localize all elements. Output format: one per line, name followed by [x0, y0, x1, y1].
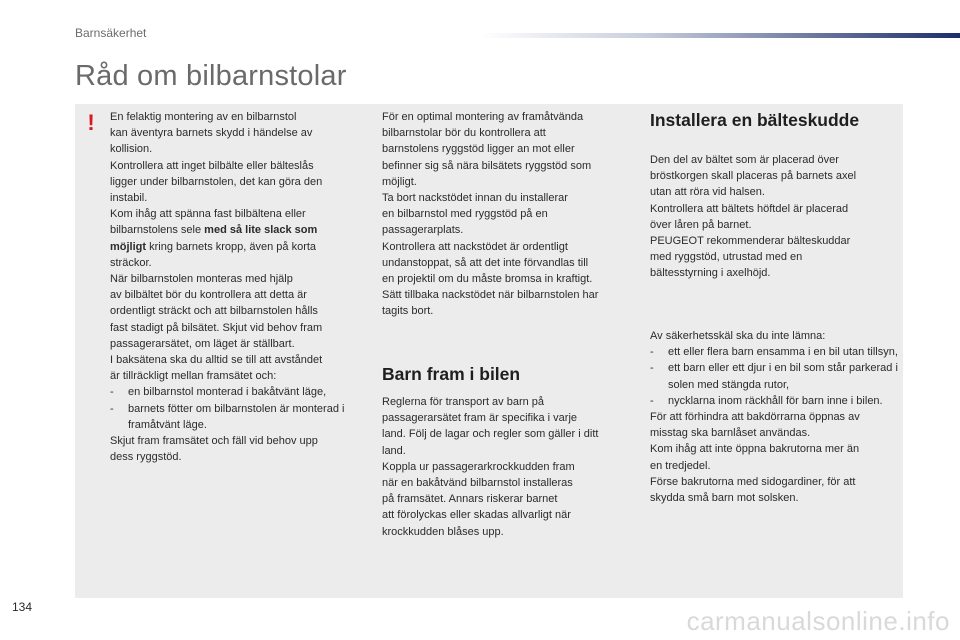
text-line: passagerarsätet fram är specifika i varje — [382, 412, 578, 425]
list-item — [650, 393, 900, 409]
text-line: dess ryggstöd. — [110, 451, 182, 464]
text-line: För att förhindra att bakdörrarna öppnas av — [650, 411, 860, 424]
list-item-text: ett barn eller ett djur i en bil som står parkerad i solen med stängda rutor, — [668, 362, 898, 391]
text-line: Kontrollera att inget bilbälte eller bälteslås — [110, 159, 314, 172]
warning-text-column — [110, 109, 358, 465]
text-line: med ryggstöd, utrustad med en — [650, 251, 803, 264]
text-line: sträckor. — [110, 256, 152, 269]
list-item — [110, 384, 358, 400]
front-seat-heading: Barn fram i bilen — [382, 364, 521, 384]
list-item — [650, 344, 900, 360]
dash-bullet: - — [110, 402, 114, 415]
list-item-text: ett eller flera barn ensamma i en bil utan tillsyn, — [668, 346, 898, 359]
text-line: När bilbarnstolen monteras med hjälp — [110, 273, 293, 286]
list-item-text: en bilbarnstol monterad i bakåtvänt läge, — [128, 386, 327, 399]
safety-tail — [650, 409, 900, 506]
text-line: Kom ihåg att spänna fast bilbältena eller — [110, 208, 306, 221]
list-item — [650, 360, 900, 392]
text-line: bilbarnstolar bör du kontrollera att — [382, 127, 546, 140]
text-fragment: bilbarnstolens sele — [110, 224, 205, 237]
text-line: Ta bort nackstödet innan du installerar — [382, 192, 568, 205]
dash-bullet: - — [650, 346, 654, 359]
text-fragment: kring barnets kropp, även på korta — [146, 240, 317, 253]
text-line: kan äventyra barnets skydd i händelse av — [110, 127, 313, 140]
text-line: barnstolens ryggstöd ligger an mot eller — [382, 143, 575, 156]
headrest-lines — [382, 109, 632, 320]
text-line: en bilbarnstol med ryggstöd på en — [382, 208, 548, 221]
section-label: Barnsäkerhet — [75, 26, 147, 40]
text-line: att förolyckas eller skadas allvarligt när — [382, 509, 571, 522]
safety-intro: Av säkerhetsskäl ska du inte lämna: — [650, 330, 826, 342]
text-line: krockkudden blåses upp. — [382, 525, 504, 538]
text-line: möjligt. — [382, 175, 417, 188]
text-line — [110, 222, 358, 238]
front-seat-lines — [382, 394, 632, 540]
emphasis-text: med så lite slack som — [204, 224, 318, 237]
text-line: Kom ihåg att inte öppna bakrutorna mer än — [650, 443, 860, 456]
front-seat-section — [382, 362, 632, 540]
dash-bullet: - — [650, 394, 654, 407]
text-line — [110, 239, 358, 255]
text-line: en tredjedel. — [650, 459, 711, 472]
warning-bullets — [110, 384, 358, 433]
list-item — [110, 401, 358, 433]
list-item-text: nycklarna inom räckhåll för barn inne i bilen. — [668, 394, 883, 407]
page-number: 134 — [12, 600, 33, 614]
text-line: Reglerna för transport av barn på — [382, 396, 545, 408]
list-item-text: barnets fötter om bilbarnstolen är monterad i framåtvänt läge. — [128, 402, 345, 431]
text-line: instabil. — [110, 192, 148, 205]
text-line: är tillräckligt mellan framsätet och: — [110, 370, 277, 383]
text-line: Koppla ur passagerarkrockkudden fram — [382, 460, 575, 473]
text-line: ligger under bilbarnstolen, det kan göra den — [110, 175, 323, 188]
text-line: misstag ska barnlåset användas. — [650, 427, 811, 440]
text-line: kollision. — [110, 143, 153, 156]
text-line: Den del av bältet som är placerad över — [650, 154, 839, 166]
text-line: ordentligt sträckt och att bilbarnstolen hålls — [110, 305, 318, 318]
safety-bullets — [650, 344, 900, 409]
booster-section — [650, 108, 900, 282]
text-line: tagits bort. — [382, 305, 434, 318]
text-line: på framsätet. Annars riskerar barnet — [382, 493, 558, 506]
text-line: I baksätena ska du alltid se till att avståndet — [110, 354, 323, 367]
text-line: Sätt tillbaka nackstödet när bilbarnstolen har — [382, 289, 599, 302]
warning-icon: ! — [87, 110, 95, 135]
text-line: land. Följ de lagar och regler som gäller i ditt — [382, 428, 599, 441]
watermark: carmanualsonline.info — [686, 606, 950, 636]
text-line: av bilbältet bör du kontrollera att detta är — [110, 289, 307, 302]
booster-heading: Installera en bälteskudde — [650, 110, 860, 130]
text-line: Kontrollera att bältets höftdel är placerad — [650, 202, 849, 215]
header-rule — [480, 33, 960, 38]
text-line: För en optimal montering av framåtvända — [382, 111, 584, 123]
text-line: bältesstyrning i axelhöjd. — [650, 267, 771, 280]
safety-section — [650, 328, 900, 506]
text-line: skydda små barn mot solsken. — [650, 492, 799, 505]
text-line: undanstoppat, så att det inte förvandlas till — [382, 256, 589, 269]
text-line: över låren på barnet. — [650, 218, 752, 231]
text-line: passagerarsätet, om läget är ställbart. — [110, 337, 295, 350]
warning-lines — [110, 109, 358, 384]
text-line: fast stadigt på bilsätet. Skjut vid behov fram — [110, 321, 323, 334]
text-line: PEUGEOT rekommenderar bälteskuddar — [650, 235, 851, 248]
emphasis-text: möjligt — [110, 240, 147, 253]
text-line: Skjut fram framsätet och fäll vid behov upp — [110, 435, 318, 448]
text-line: Förse bakrutorna med sidogardiner, för att — [650, 475, 856, 488]
text-line: Kontrollera att nackstödet är ordentligt — [382, 240, 568, 253]
warning-tail — [110, 433, 358, 465]
dash-bullet: - — [650, 362, 654, 375]
dash-bullet: - — [110, 386, 114, 399]
text-line: när en bakåtvänd bilbarnstol installeras — [382, 477, 573, 490]
text-line: bröstkorgen skall placeras på barnets axel — [650, 170, 857, 183]
headrest-text-column — [382, 109, 632, 320]
text-line: passagerarplats. — [382, 224, 464, 237]
text-line: En felaktig montering av en bilbarnstol — [110, 111, 297, 123]
text-line: befinner sig så nära bilsätets ryggstöd som — [382, 159, 592, 172]
booster-lines — [650, 152, 900, 282]
text-line: en projektil om du måste bromsa in kraftigt. — [382, 273, 593, 286]
text-line: land. — [382, 444, 406, 457]
page-title: Råd om bilbarnstolar — [75, 60, 347, 92]
text-line: utan att röra vid halsen. — [650, 186, 765, 199]
